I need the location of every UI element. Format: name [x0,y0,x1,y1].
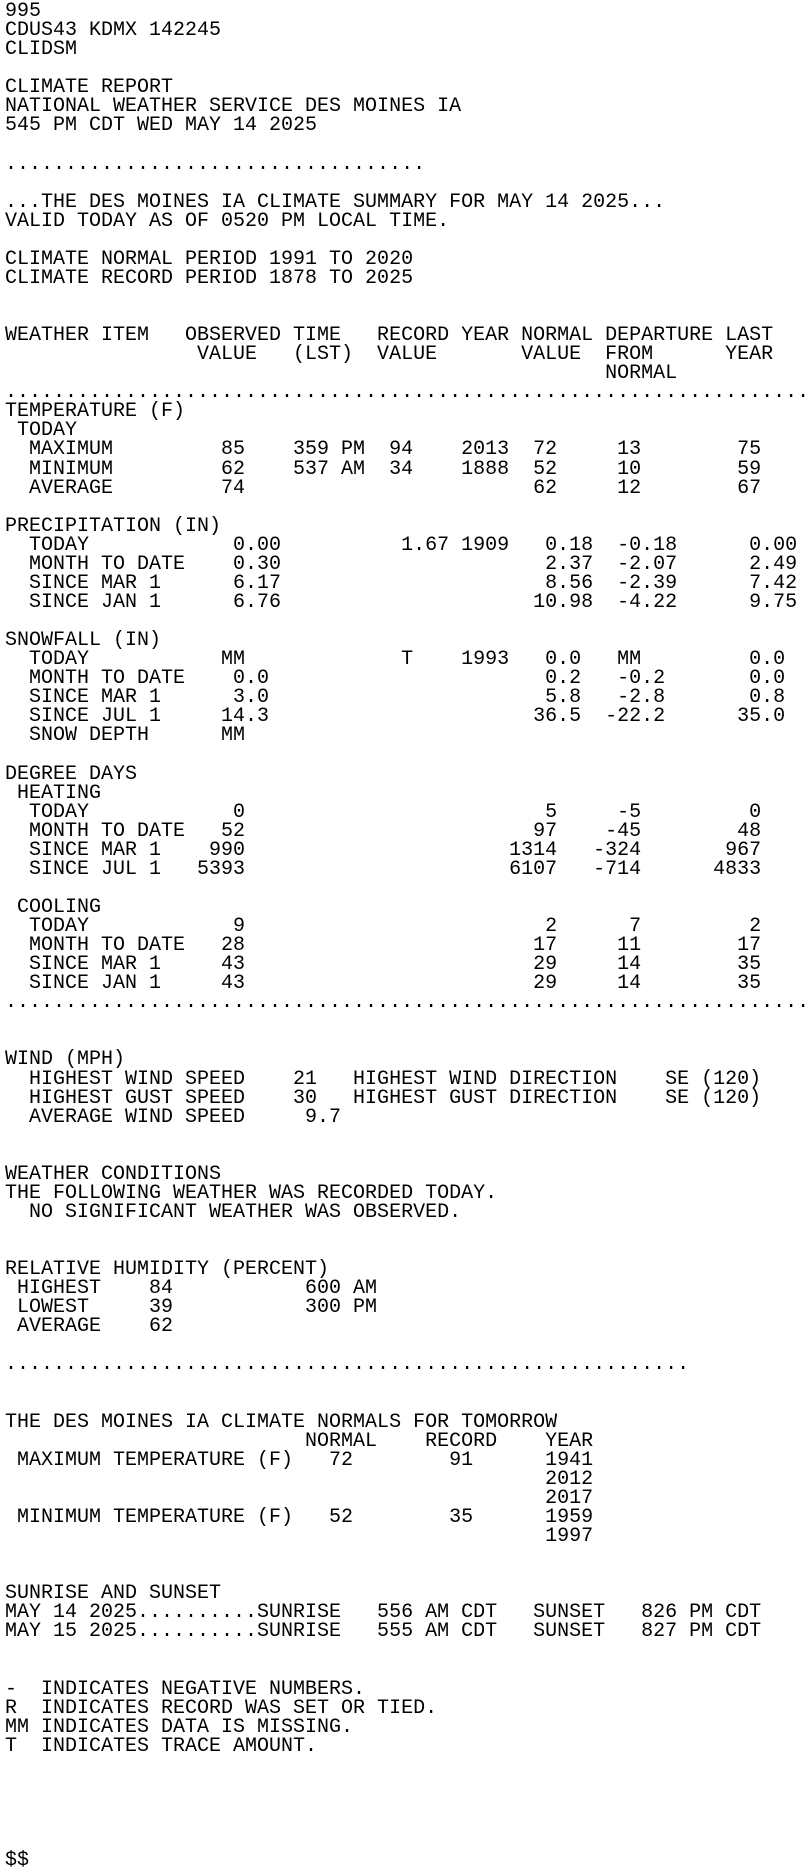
blank-line [5,1012,810,1031]
report-line: DEGREE DAYS [5,762,138,786]
report-line: COOLING [5,895,102,919]
report-line: SINCE JAN 1 6.76 10.98 -4.22 9.75 [5,590,798,614]
report-line: MAXIMUM 85 359 PM 94 2013 72 13 75 [5,438,762,462]
blank-line [5,1146,810,1165]
report-line: THE FOLLOWING WEATHER WAS RECORDED TODAY. [5,1181,498,1205]
report-line: ................................................................... [5,381,810,405]
report-line: MONTH TO DATE 0.0 0.2 -0.2 0.0 [5,667,786,691]
report-line: SINCE MAR 1 6.17 8.56 -2.39 7.42 [5,571,798,595]
blank-line [5,1794,810,1813]
report-line: MONTH TO DATE 28 17 11 17 [5,934,762,958]
report-line: NO SIGNIFICANT WEATHER WAS OBSERVED. [5,1200,462,1224]
report-line: - INDICATES NEGATIVE NUMBERS. [5,1677,366,1701]
blank-line [5,1127,810,1146]
report-line: 1997 [5,1525,594,1548]
report-line: CLIMATE NORMAL PERIOD 1991 TO 2020 [5,247,414,271]
report-line: CLIMATE REPORT [5,76,174,100]
report-line: NORMAL RECORD YEAR [5,1429,594,1453]
report-line: SINCE MAR 1 43 29 14 35 [5,953,762,977]
report-line: AVERAGE 74 62 12 67 [5,476,762,500]
report-line: LOWEST 39 300 PM [5,1296,378,1320]
report-line: TODAY MM T 1993 0.0 MM 0.0 [5,648,786,672]
blank-line [5,1660,810,1679]
report-line: RELATIVE HUMIDITY (PERCENT) [5,1258,330,1282]
report-line: SNOWFALL (IN) [5,629,162,653]
report-line: 995 [5,0,42,23]
report-line: MINIMUM 62 537 AM 34 1888 52 10 59 [5,457,762,481]
blank-line [5,879,810,898]
report-line: 2017 [5,1486,594,1510]
report-line: WIND (MPH) [5,1048,126,1072]
report-line: $$ [5,1849,30,1872]
report-line: ...THE DES MOINES IA CLIMATE SUMMARY FOR MAY 14 2025... [5,190,666,214]
report-line: MAY 15 2025..........SUNRISE 555 AM CDT SUNSET 827 PM CDT [5,1620,762,1644]
report-line: CLIDSM [5,38,78,62]
report-line: NORMAL [5,362,678,386]
report-line: 545 PM CDT WED MAY 14 2025 [5,114,318,138]
blank-line [5,1641,810,1660]
report-line: CLIMATE RECORD PERIOD 1878 TO 2025 [5,266,414,290]
blank-line [5,1813,810,1832]
report-line: SUNRISE AND SUNSET [5,1582,222,1606]
report-line: ......................................................... [5,1353,690,1377]
blank-line [5,1756,810,1775]
report-line: WEATHER CONDITIONS [5,1162,222,1186]
blank-line [5,1375,810,1394]
report-line: TODAY [5,419,78,443]
report-line: SNOW DEPTH MM [5,724,246,748]
report-line: SINCE MAR 1 990 1314 -324 967 [5,838,762,862]
blank-line [5,1031,810,1050]
blank-line [5,174,810,193]
report-line: WEATHER ITEM OBSERVED TIME RECORD YEAR NORMAL DEPARTURE LAST [5,324,774,348]
report-line: HIGHEST 84 600 AM [5,1277,378,1301]
report-line: CDUS43 KDMX 142245 [5,19,222,43]
blank-line [5,1832,810,1851]
report-line: SINCE JAN 1 43 29 14 35 [5,972,762,996]
report-line: T INDICATES TRACE AMOUNT. [5,1734,318,1758]
blank-line [5,1546,810,1565]
blank-line [5,135,810,154]
report-line: MONTH TO DATE 52 97 -45 48 [5,819,762,843]
report-line: MM INDICATES DATA IS MISSING. [5,1715,354,1739]
report-line: PRECIPITATION (IN) [5,514,222,538]
report-line: SINCE JUL 1 14.3 36.5 -22.2 35.0 [5,705,786,729]
blank-line [5,1222,810,1241]
report-line: 2012 [5,1467,594,1491]
report-line: HIGHEST GUST SPEED 30 HIGHEST GUST DIRECTION SE (120) [5,1086,762,1110]
report-line: AVERAGE 62 [5,1315,174,1339]
report-line: HEATING [5,781,102,805]
report-line: TODAY 0 5 -5 0 [5,800,762,824]
report-line: ................................... [5,152,426,176]
blank-line [5,1775,810,1794]
report-line: HIGHEST WIND SPEED 21 HIGHEST WIND DIRECTION SE (120) [5,1067,762,1091]
blank-line [5,231,810,250]
report-line: SINCE MAR 1 3.0 5.8 -2.8 0.8 [5,686,786,710]
report-line: NATIONAL WEATHER SERVICE DES MOINES IA [5,95,462,119]
blank-line [5,498,810,517]
report-line: VALUE (LST) VALUE VALUE FROM YEAR [5,343,774,367]
report-line: TODAY 0.00 1.67 1909 0.18 -0.18 0.00 [5,533,798,557]
report-line: MAXIMUM TEMPERATURE (F) 72 91 1941 [5,1448,594,1472]
report-line: R INDICATES RECORD WAS SET OR TIED. [5,1696,438,1720]
blank-line [5,745,810,764]
report-line: THE DES MOINES IA CLIMATE NORMALS FOR TOMORROW [5,1410,558,1434]
report-line: ................................................................... [5,991,810,1015]
report-line: MINIMUM TEMPERATURE (F) 52 35 1959 [5,1505,594,1529]
report-line: TEMPERATURE (F) [5,400,186,424]
report-line: VALID TODAY AS OF 0520 PM LOCAL TIME. [5,209,450,233]
report-line: MONTH TO DATE 0.30 2.37 -2.07 2.49 [5,552,798,576]
blank-line [5,288,810,307]
report-line: MAY 14 2025..........SUNRISE 556 AM CDT SUNSET 826 PM CDT [5,1601,762,1625]
report-line: TODAY 9 2 7 2 [5,915,762,938]
blank-line [5,1394,810,1413]
report-line: SINCE JUL 1 5393 6107 -714 4833 [5,857,762,881]
report-line: AVERAGE WIND SPEED 9.7 [5,1105,342,1129]
